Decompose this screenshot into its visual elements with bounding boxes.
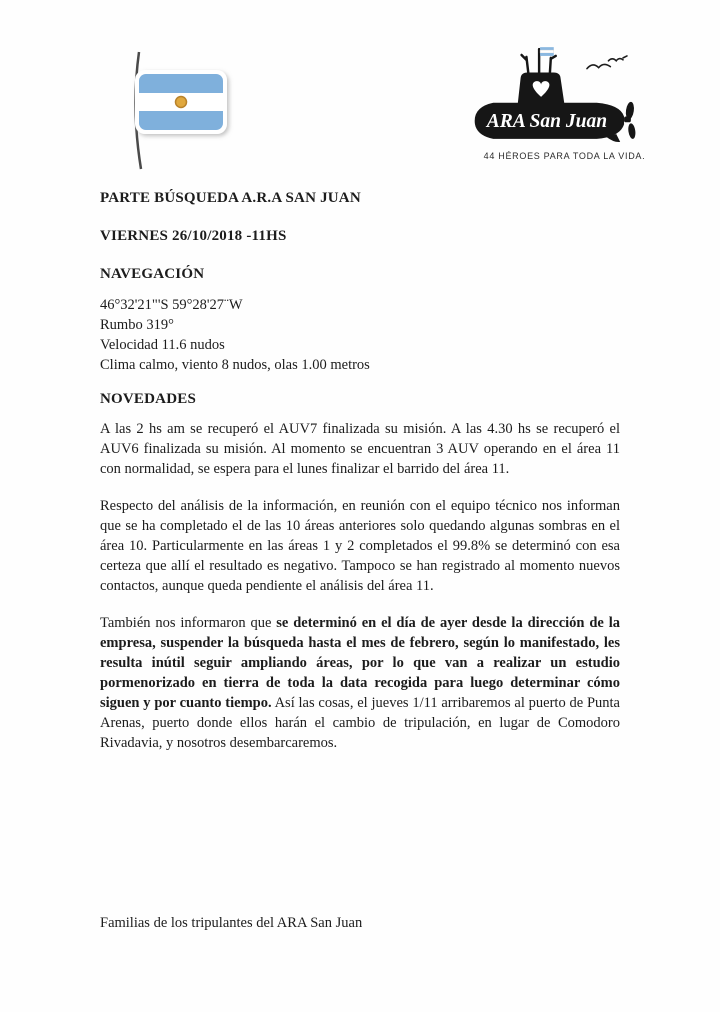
paragraph-suspension-prefix: También nos informaron que xyxy=(100,615,277,631)
argentina-flag-icon xyxy=(126,48,234,173)
logo-tagline: 44 HÉROES PARA TODA LA VIDA. xyxy=(483,151,646,161)
paragraph-auv-recovery: A las 2 hs am se recuperó el AUV7 finalizada su misión. A las 4.30 hs se recuperó el AUV6 finalizada su misión. Al momento se encuentran 3 AUV operando en el área 11 con normalidad, se espera para el lunes finalizar el barrido del área 11. xyxy=(100,421,620,477)
propeller-icon xyxy=(624,101,636,139)
ara-san-juan-logo xyxy=(462,44,667,161)
paragraph-search-suspension xyxy=(100,613,620,753)
paragraph-analysis: Respecto del análisis de la información, en reunión con el equipo técnico nos informan que se ha completado el de las 10 áreas anteriores solo quedando algunas sombras en el área 10. Particularmente en las áreas 1 y 2 completados el 99.8% se determinó con esa certeza que allí el resultado es negativo. Tampoco se han registrado al momento nuevos contactos, aunque queda pendiente el análisis del área 11. xyxy=(100,498,620,594)
document-body xyxy=(100,188,620,933)
nav-speed: Velocidad 11.6 nudos xyxy=(100,337,225,353)
periscope-flag-icon xyxy=(540,47,554,56)
section-heading-novedades: NOVEDADES xyxy=(100,391,196,407)
paragraph-suspension-bold: se determinó en el día de ayer desde la dirección de la empresa, suspender la búsqueda hasta el mes de febrero, según lo manifestado, les resulta inútil seguir ampliando áreas, por lo que van a realizar un estudio pormenorizado en tierra de toda la data recogida para luego determinar cómo siguen y por cuanto tiempo. xyxy=(100,615,620,711)
navigation-block xyxy=(100,295,620,375)
sun-of-may-icon xyxy=(176,97,187,108)
nav-coordinates: 46°32'21"'S 59°28'27¨W xyxy=(100,297,243,313)
nav-heading-course: Rumbo 319° xyxy=(100,317,174,333)
section-heading-navegacion: NAVEGACIÓN xyxy=(100,266,205,282)
document-date: VIERNES 26/10/2018 -11HS xyxy=(100,228,287,244)
logo-name: ARA San Juan xyxy=(486,111,608,133)
document-header xyxy=(0,0,720,188)
seagulls-icon xyxy=(587,56,627,69)
paragraph-suspension-suffix: Así las cosas, el jueves 1/11 arribaremos al puerto de Punta Arenas, puerto donde ellos harán el cambio de tripulación, en lugar de Comodoro Rivadavia, y nosotros desembarcaremos. xyxy=(100,695,620,751)
document-title: PARTE BÚSQUEDA A.R.A SAN JUAN xyxy=(100,190,361,206)
nav-weather: Clima calmo, viento 8 nudos, olas 1.00 metros xyxy=(100,357,370,373)
argentina-flag xyxy=(126,48,234,173)
submarine-icon xyxy=(462,44,667,144)
signature-line: Familias de los tripulantes del ARA San Juan xyxy=(100,915,363,931)
